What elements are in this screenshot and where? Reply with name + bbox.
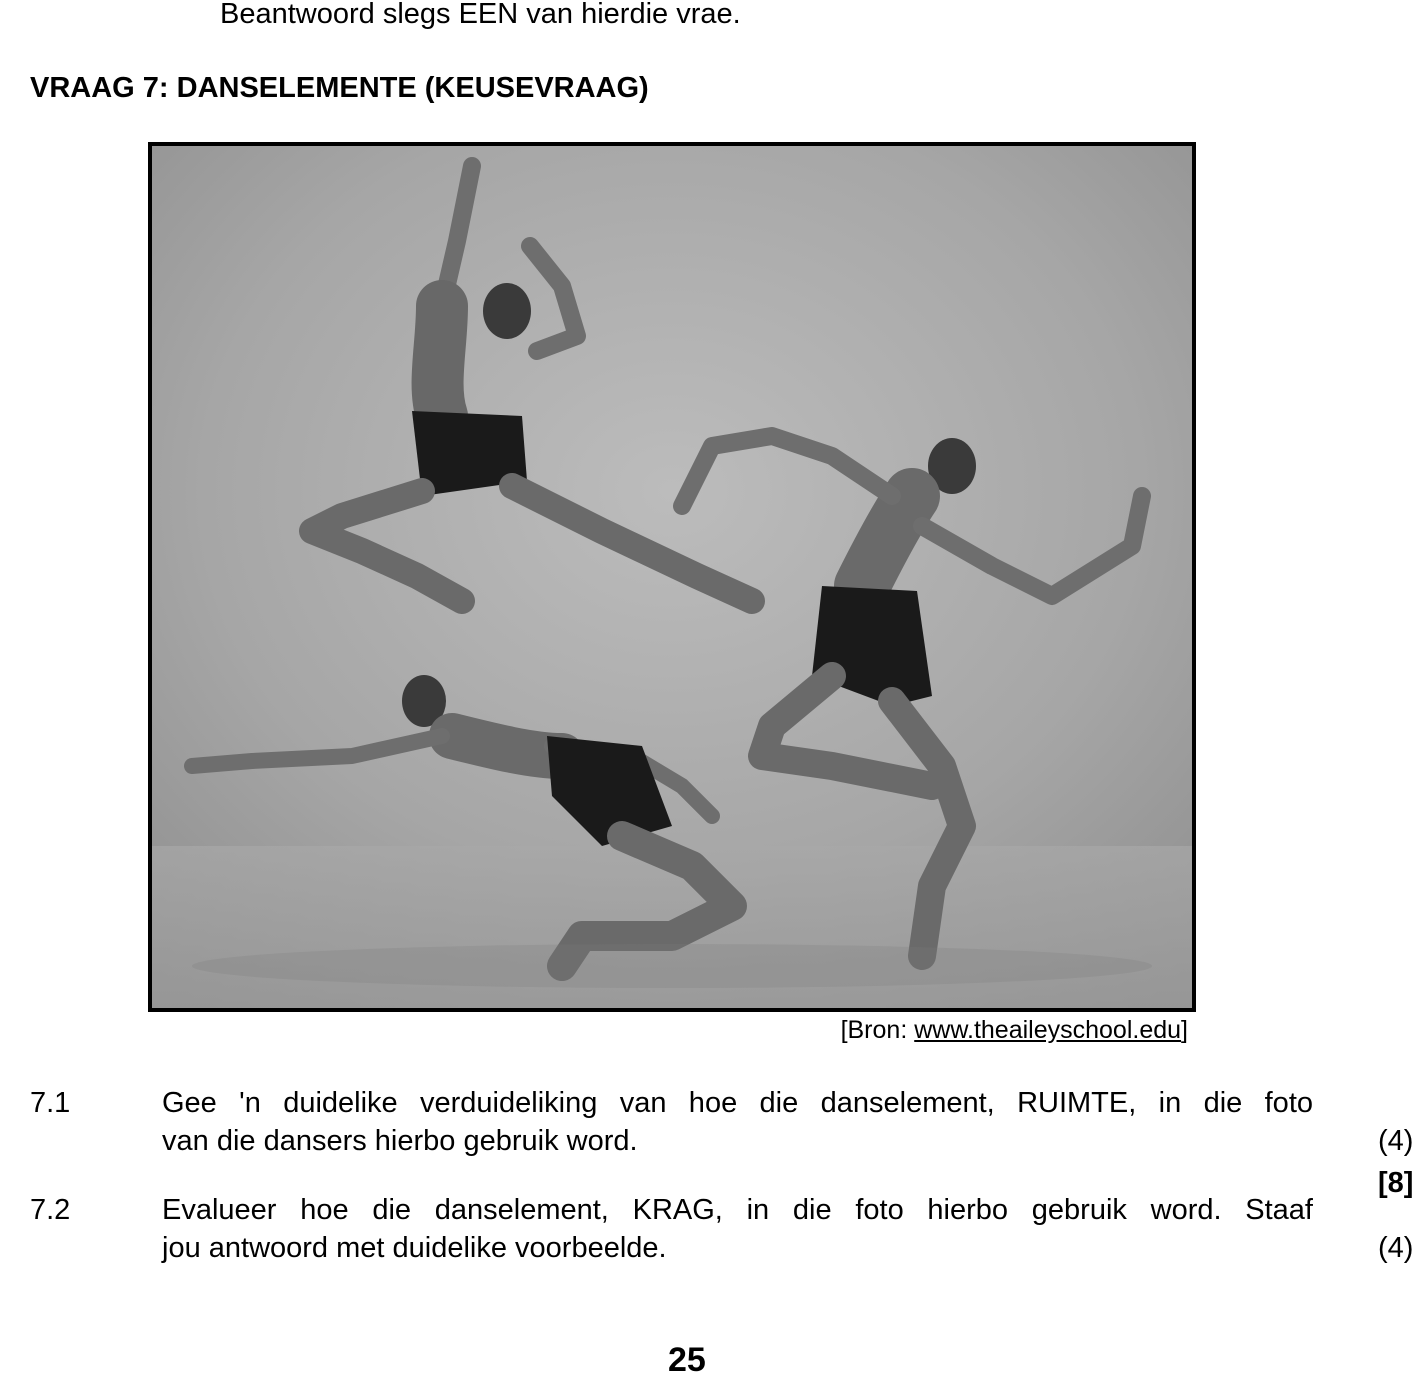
question-7-1-text — [162, 1084, 1313, 1160]
question-7-1-marks: (4) — [1378, 1125, 1414, 1157]
question-7-2-line-1: Evalueer hoe die danselement, KRAG, in die foto hierbo gebruik word. Staaf — [162, 1194, 1313, 1226]
page-number: 25 — [668, 1341, 706, 1379]
question-7-1-number: 7.1 — [30, 1087, 71, 1119]
question-7-1-line-2: van die dansers hierbo gebruik word. — [162, 1125, 638, 1157]
question-7-2-line-2: jou antwoord met duidelike voorbeelde. — [162, 1232, 667, 1264]
question-7-2-text — [162, 1191, 1313, 1267]
question-heading: VRAAG 7: DANSELEMENTE (KEUSEVRAAG) — [30, 72, 649, 104]
source-prefix: [Bron: — [840, 1016, 915, 1044]
source-suffix: ] — [1181, 1016, 1188, 1044]
instruction-text: Beantwoord slegs EEN van hierdie vrae. — [220, 0, 741, 30]
source-link[interactable]: www.theaileyschool.edu — [914, 1016, 1182, 1044]
photo-source — [841, 1012, 1188, 1048]
question-7-2-marks: (4) — [1378, 1232, 1414, 1264]
dancers-photo — [148, 142, 1196, 1012]
question-7-1-line-1: Gee 'n duidelike verduideliking van hoe die danselement, RUIMTE, in die foto — [162, 1087, 1313, 1119]
question-total-marks: [8] — [1378, 1167, 1414, 1199]
question-7-2-number: 7.2 — [30, 1194, 71, 1226]
